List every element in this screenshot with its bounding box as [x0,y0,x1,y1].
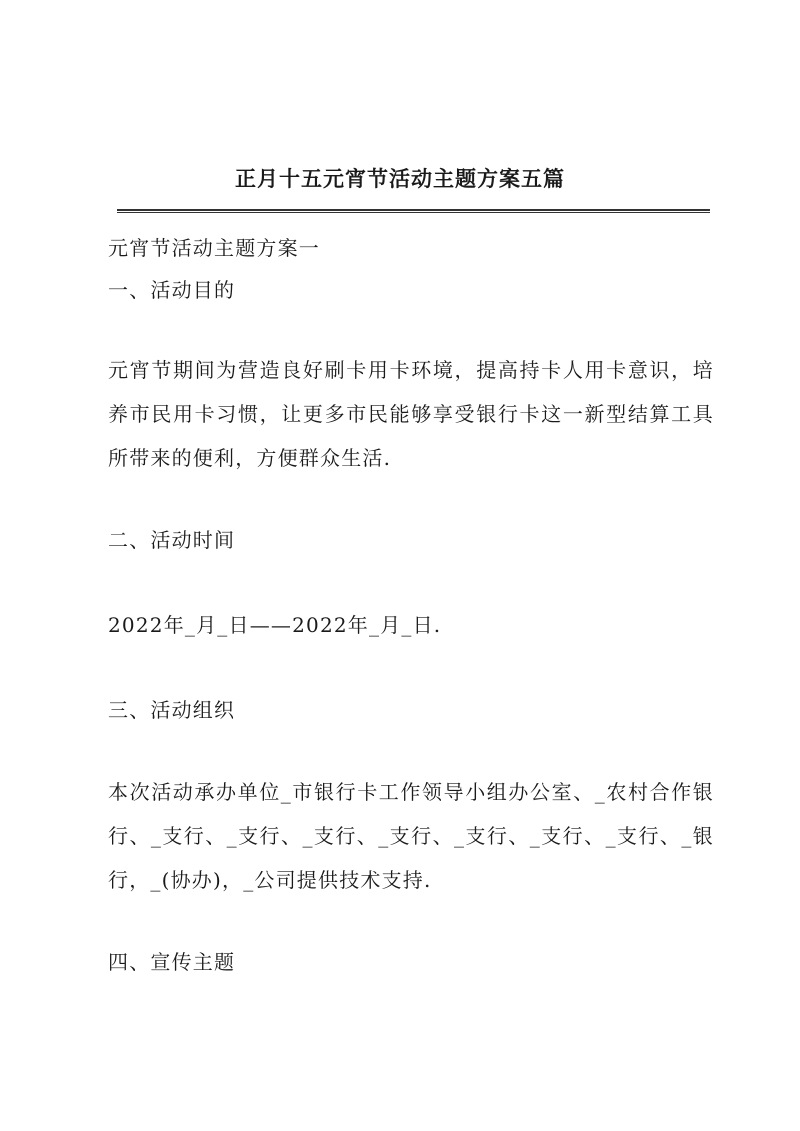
paragraph-purpose: 元宵节期间为营造良好刷卡用卡环境，提高持卡人用卡意识，培养市民用卡习惯，让更多市民能够享受银行卡这一新型结算工具所带来的便利，方便群众生活. [108,358,714,470]
paragraph-organization: 本次活动承办单位_市银行卡工作领导小组办公室、_农村合作银行、_支行、_支行、_支行、_支行、_支行、_支行、_支行、_银行，_(协办)，_公司提供技术支持. [108,780,714,892]
section-heading-purpose: 一、活动目的 [108,278,236,302]
section-heading-organization: 三、活动组织 [108,698,236,722]
document-subtitle: 元宵节活动主题方案一 [108,236,320,260]
section-heading-theme: 四、宣传主题 [108,950,236,974]
title-divider [117,209,710,213]
document-title: 正月十五元宵节活动主题方案五篇 [235,166,565,191]
paragraph-time: 2022年_月_日——2022年_月_日. [108,613,442,637]
section-heading-time: 二、活动时间 [108,528,236,552]
